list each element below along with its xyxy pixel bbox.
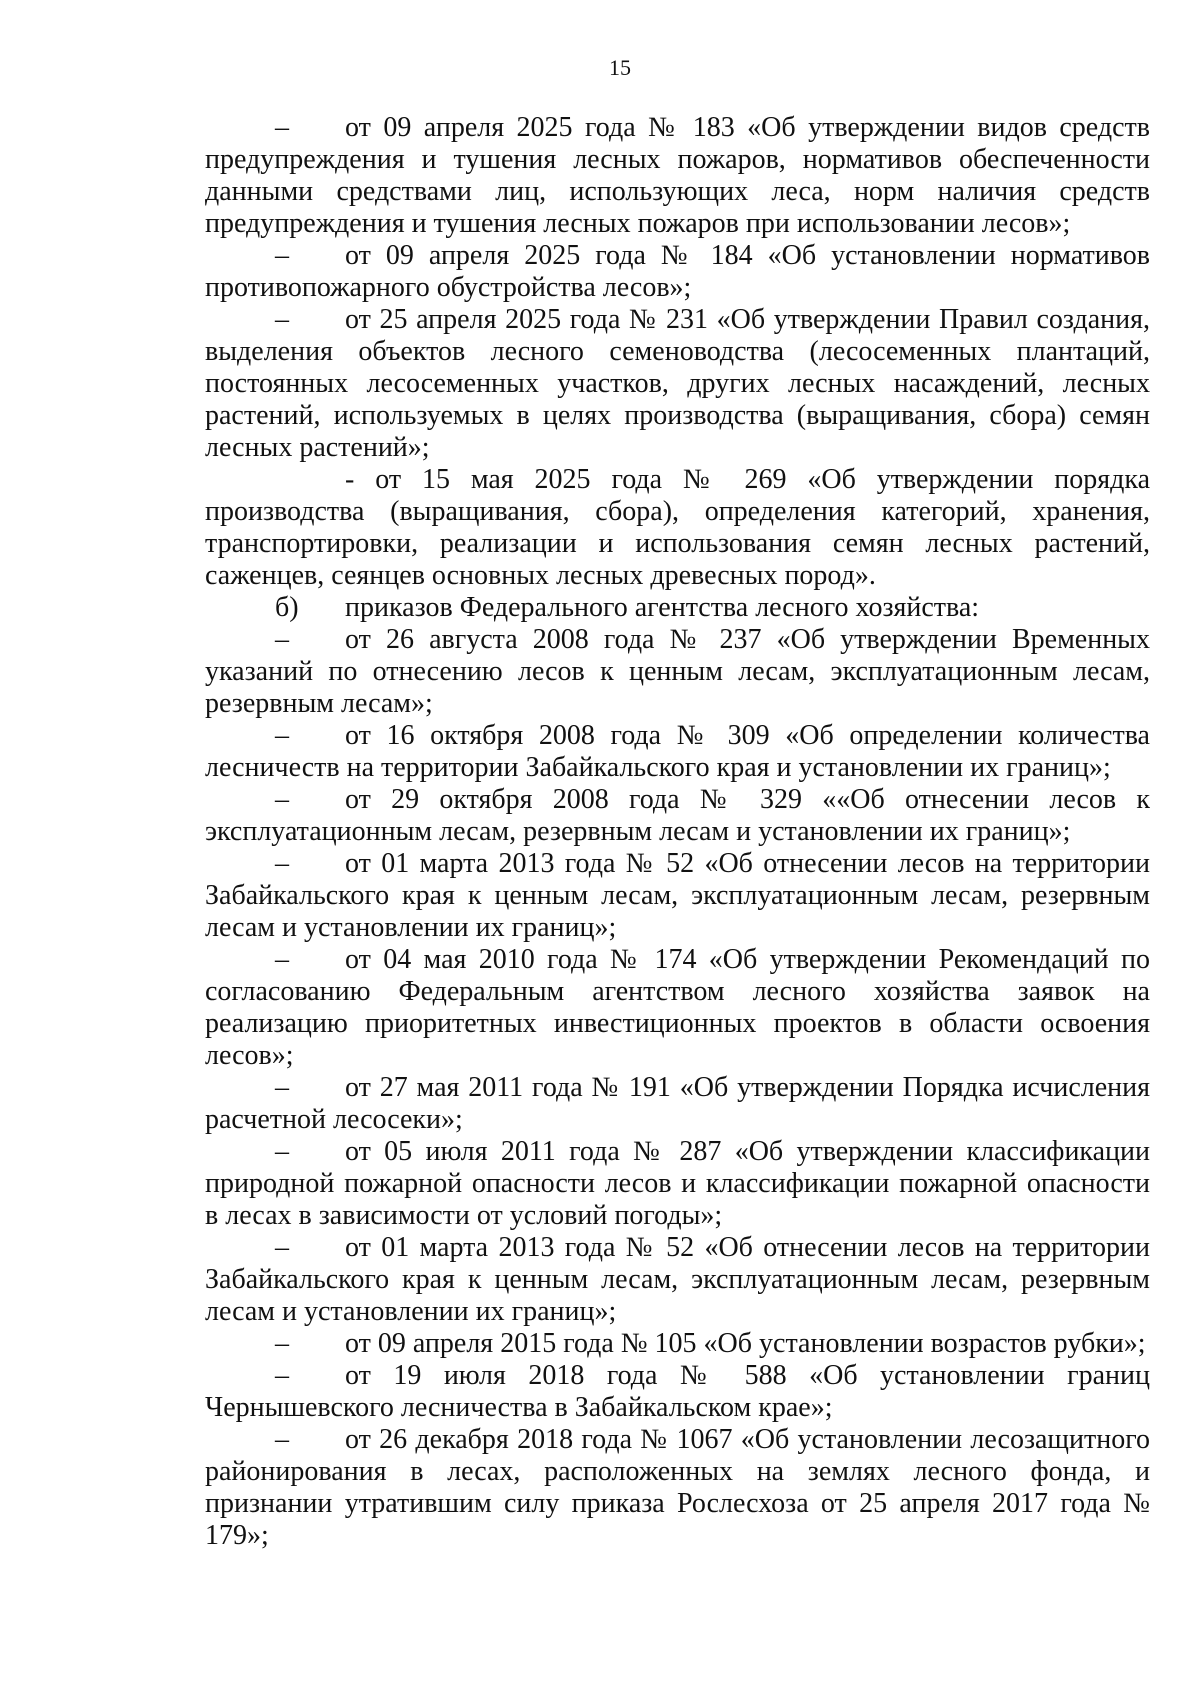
list-item (205, 1424, 1150, 1552)
list-item (205, 304, 1150, 464)
list-item-text: от 19 июля 2018 года № 588 «Об установлении границ Чернышевского лесничества в Забайкальском крае»; (205, 1360, 1150, 1423)
list-item-marker: – (275, 240, 289, 271)
list-item-marker: – (275, 1424, 289, 1455)
list-item (205, 112, 1150, 240)
document-body (205, 112, 1150, 1552)
list-item (205, 944, 1150, 1072)
list-item-marker: – (275, 1136, 289, 1167)
page-number: 15 (609, 55, 631, 80)
list-item-marker: – (275, 848, 289, 879)
list-item-text: от 26 августа 2008 года № 237 «Об утверждении Временных указаний по отнесению лесов к ценным лесам, эксплуатационным лесам, резервным лесам»; (205, 624, 1150, 719)
list-item-text: от 29 октября 2008 года № 329 ««Об отнесении лесов к эксплуатационным лесам, резервным лесам и установлении их границ»; (205, 784, 1150, 847)
list-item-text: от 01 марта 2013 года № 52 «Об отнесении лесов на территории Забайкальского края к ценным лесам, эксплуатационным лесам, резервным лесам и установлении их границ»; (205, 848, 1150, 943)
list-item-marker: – (275, 720, 289, 751)
list-item (205, 1328, 1150, 1360)
list-item-marker: – (275, 1232, 289, 1263)
list-item (205, 464, 1150, 592)
list-item (205, 624, 1150, 720)
list-item-marker: б) (275, 592, 299, 623)
list-item (205, 592, 1150, 624)
list-item-text: от 09 апреля 2025 года № 184 «Об установлении нормативов противопожарного обустройства лесов»; (205, 240, 1150, 303)
list-item-marker: – (275, 784, 289, 815)
list-item-text: от 09 апреля 2015 года № 105 «Об установлении возрастов рубки»; (345, 1328, 1146, 1359)
list-item-text: от 05 июля 2011 года № 287 «Об утверждении классификации природной пожарной опасности лесов и классификации пожарной опасности в лесах в зависимости от условий погоды»; (205, 1136, 1150, 1231)
list-item (205, 848, 1150, 944)
list-item-marker: – (275, 1328, 289, 1359)
list-item (205, 1360, 1150, 1424)
list-item (205, 1136, 1150, 1232)
list-item-text: от 26 декабря 2018 года № 1067 «Об установлении лесозащитного районирования в лесах, расположенных на землях лесного фонда, и признании утратившим силу приказа Рослесхоза от 25 апреля 2017 года № 179»; (205, 1424, 1150, 1551)
list-item-text: от 16 октября 2008 года № 309 «Об определении количества лесничеств на территории Забайкальского края и установлении их границ»; (205, 720, 1150, 783)
list-item-marker: – (275, 112, 289, 143)
list-item (205, 1072, 1150, 1136)
list-item-marker: – (275, 624, 289, 655)
list-item-text: от 09 апреля 2025 года № 183 «Об утверждении видов средств предупреждения и тушения лесных пожаров, нормативов обеспеченности данными средствами лиц, использующих леса, норм наличия средств предупреждения и тушения лесных пожаров при использовании лесов»; (205, 112, 1150, 239)
list-item-text: приказов Федерального агентства лесного хозяйства: (345, 592, 980, 623)
list-item-text: от 25 апреля 2025 года № 231 «Об утверждении Правил создания, выделения объектов лесного семеноводства (лесосеменных плантаций, постоянных лесосеменных участков, других лесных насаждений, лесных растений, используемых в целях производства (выращивания, сбора) семян лесных растений»; (205, 304, 1150, 463)
list-item-text: от 04 мая 2010 года № 174 «Об утверждении Рекомендаций по согласованию Федеральным агентством лесного хозяйства заявок на реализацию приоритетных инвестиционных проектов в области освоения лесов»; (205, 944, 1150, 1071)
list-item-marker: – (275, 304, 289, 335)
list-item (205, 720, 1150, 784)
list-item (205, 784, 1150, 848)
list-item-marker: – (275, 1360, 289, 1391)
list-item-text: от 27 мая 2011 года № 191 «Об утверждении Порядка исчисления расчетной лесосеки»; (205, 1072, 1150, 1135)
list-item (205, 1232, 1150, 1328)
list-item-marker: – (275, 1072, 289, 1103)
list-item (205, 240, 1150, 304)
list-item-marker: – (275, 944, 289, 975)
list-item-text: от 01 марта 2013 года № 52 «Об отнесении лесов на территории Забайкальского края к ценным лесам, эксплуатационным лесам, резервным лесам и установлении их границ»; (205, 1232, 1150, 1327)
list-item-text: - от 15 мая 2025 года № 269 «Об утверждении порядка производства (выращивания, сбора), определения категорий, хранения, транспортировки, реализации и использования семян лесных растений, саженцев, сеянцев основных лесных древесных пород». (205, 464, 1150, 591)
